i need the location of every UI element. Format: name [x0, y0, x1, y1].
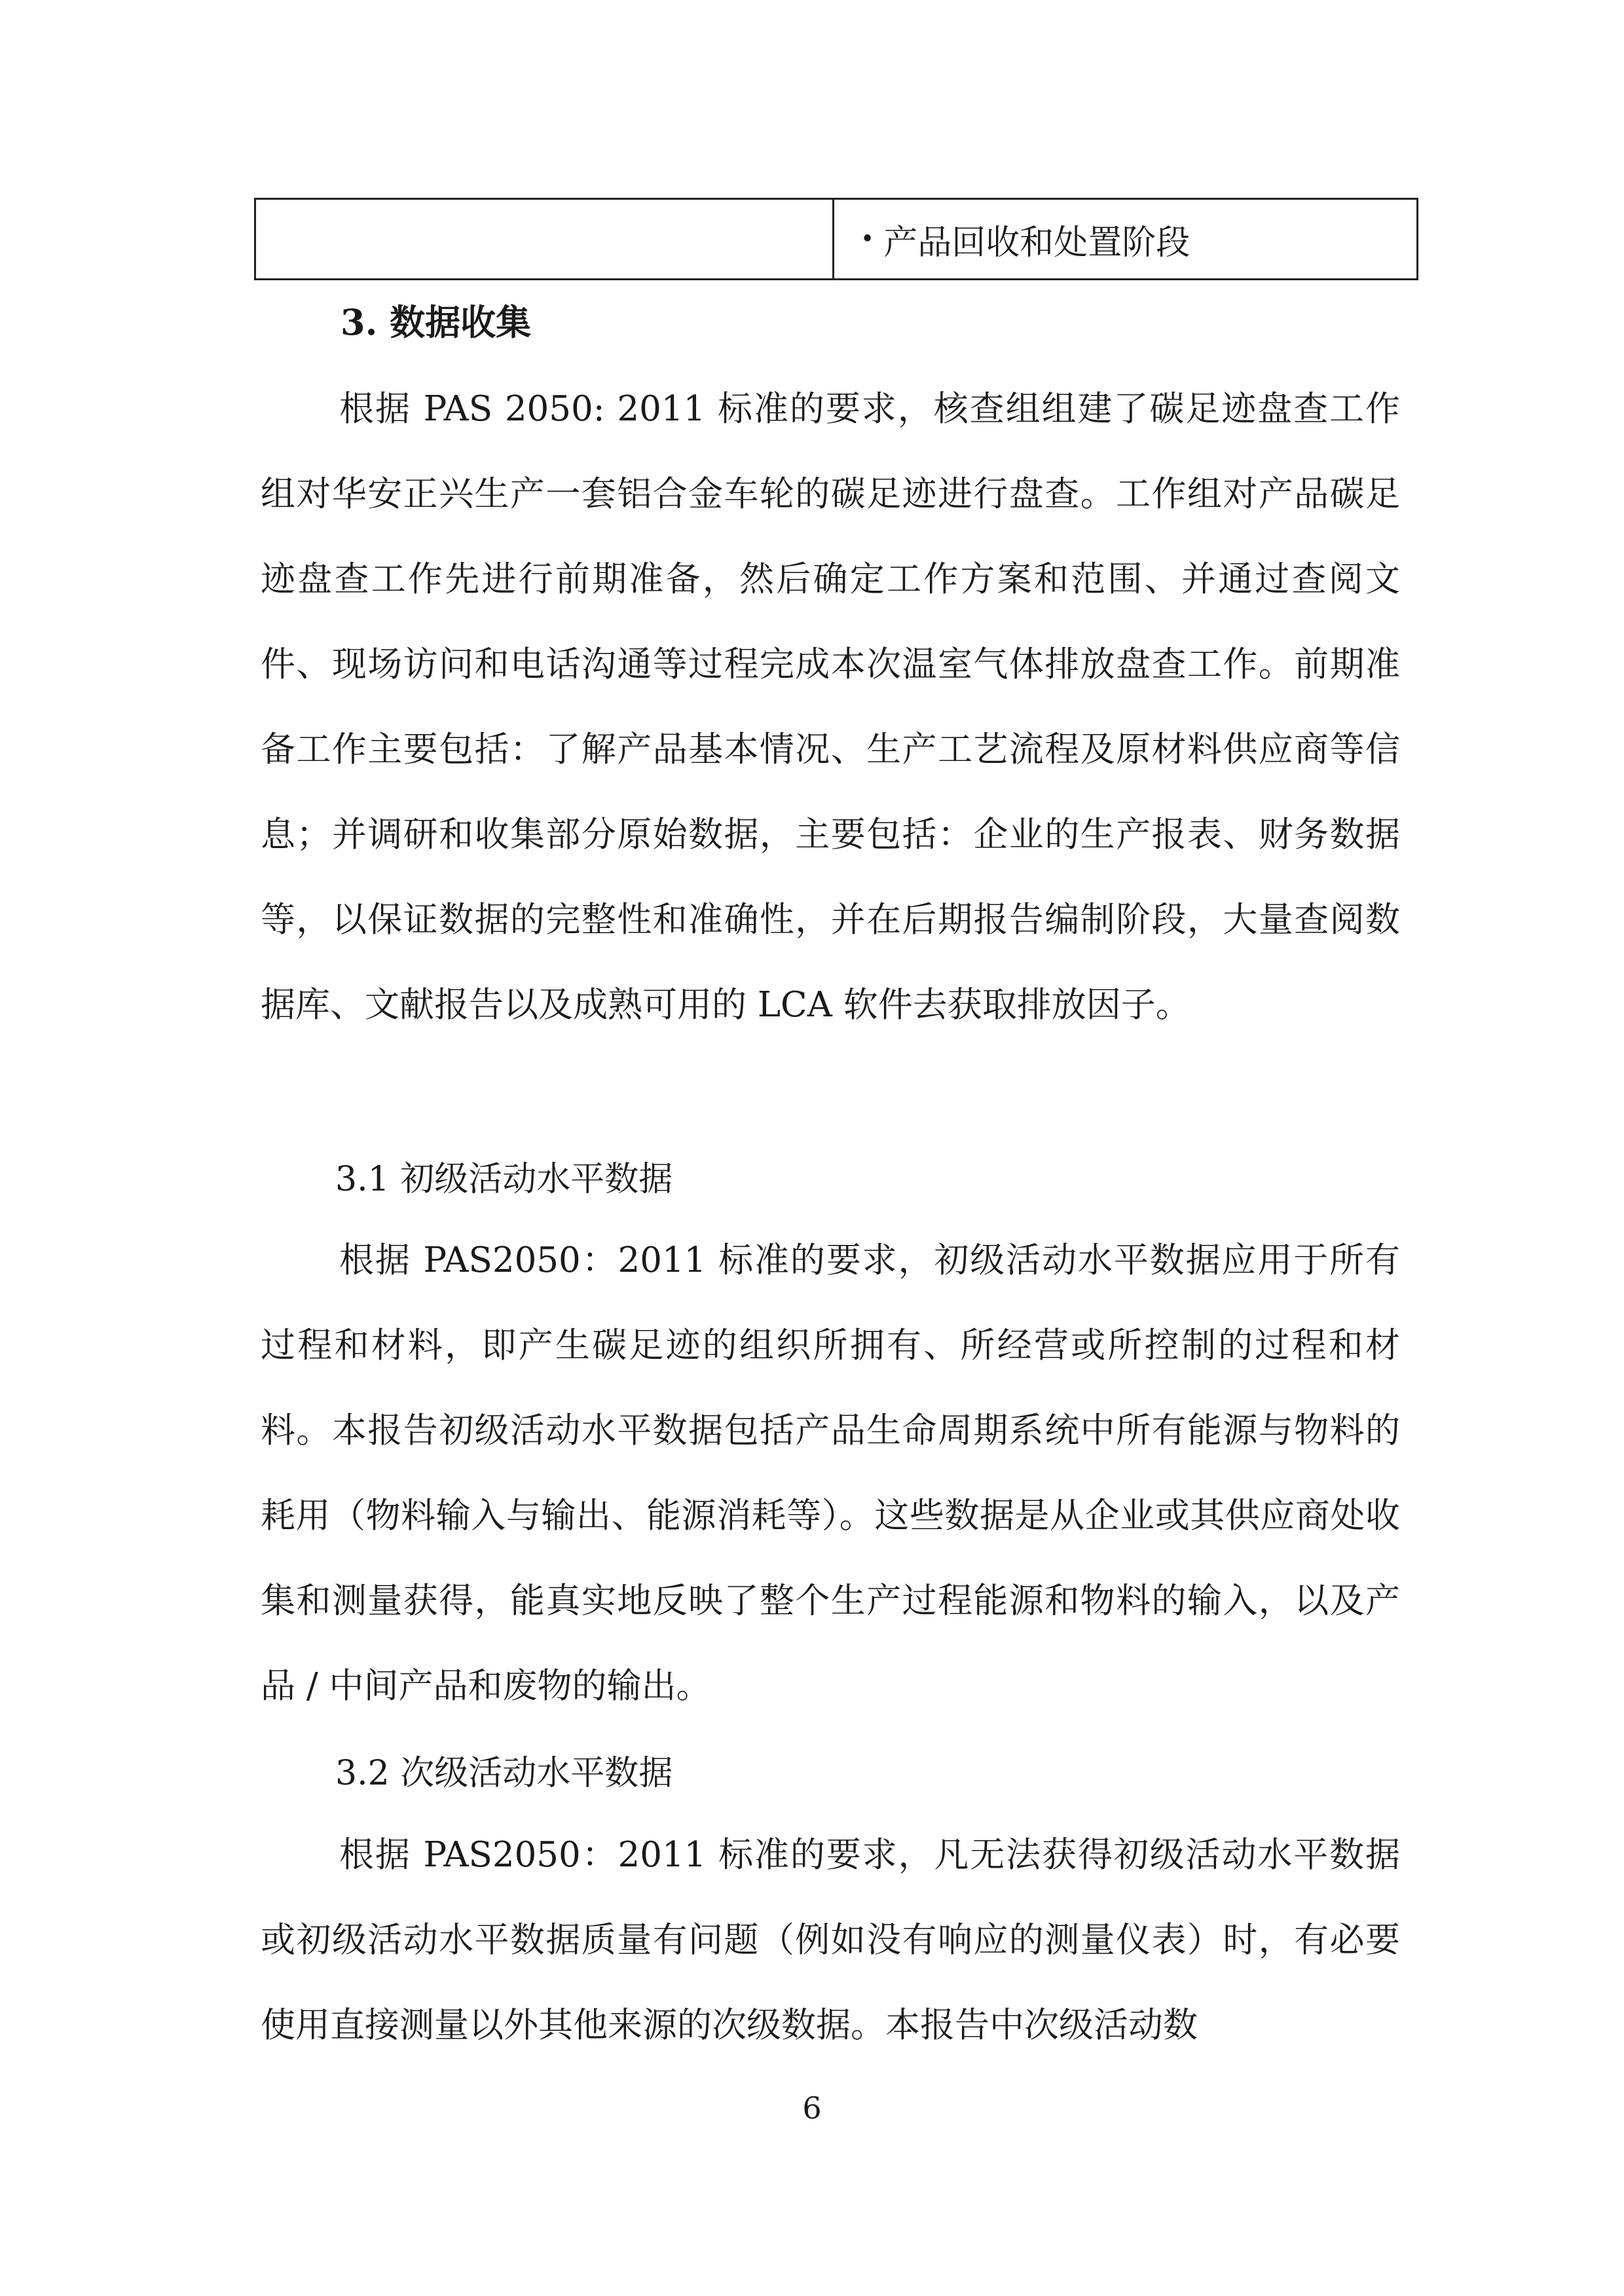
subsection-2-paragraph: 根据 PAS2050：2011 标准的要求，凡无法获得初级活动水平数据或初级活动水平数据质量有问题（例如没有响应的测量仪表）时，有必要使用直接测量以外其他来源的次级数据。本报告中次级活动数	[261, 1835, 1400, 2045]
bullet-icon: •	[860, 225, 875, 253]
subsection-1-heading: 3.1 初级活动水平数据	[335, 1160, 673, 1199]
table-cell-empty	[256, 200, 834, 278]
subsection-2-heading: 3.2 次级活动水平数据	[335, 1754, 673, 1793]
table-fragment	[254, 198, 1418, 280]
section-heading: 3. 数据收集	[341, 301, 532, 343]
table-cell-stage	[834, 200, 1416, 278]
subsection-1-paragraph: 根据 PAS2050：2011 标准的要求，初级活动水平数据应用于所有过程和材料，即产生碳足迹的组织所拥有、所经营或所控制的过程和材料。本报告初级活动水平数据包括产品生命周期系统中所有能源与物料的耗用（物料输入与输出、能源消耗等）。这些数据是从企业或其供应商处收集和测量获得，能真实地反映了整个生产过程能源和物料的输入，以及产品 / 中间产品和废物的输出。	[261, 1240, 1400, 1706]
section-intro-paragraph: 根据 PAS 2050: 2011 标准的要求，核查组组建了碳足迹盘查工作组对华安正兴生产一套铝合金车轮的碳足迹进行盘查。工作组对产品碳足迹盘查工作先进行前期准备，然后确定工作方案和范围、并通过查阅文件、现场访问和电话沟通等过程完成本次温室气体排放盘查工作。前期准备工作主要包括：了解产品基本情况、生产工艺流程及原材料供应商等信息；并调研和收集部分原始数据，主要包括：企业的生产报表、财务数据等，以保证数据的完整性和准确性，并在后期报告编制阶段，大量查阅数据库、文献报告以及成熟可用的 LCA 软件去获取排放因子。	[261, 389, 1400, 1025]
page-number: 6	[802, 2090, 822, 2126]
table-cell-text: 产品回收和处置阶段	[883, 223, 1190, 263]
